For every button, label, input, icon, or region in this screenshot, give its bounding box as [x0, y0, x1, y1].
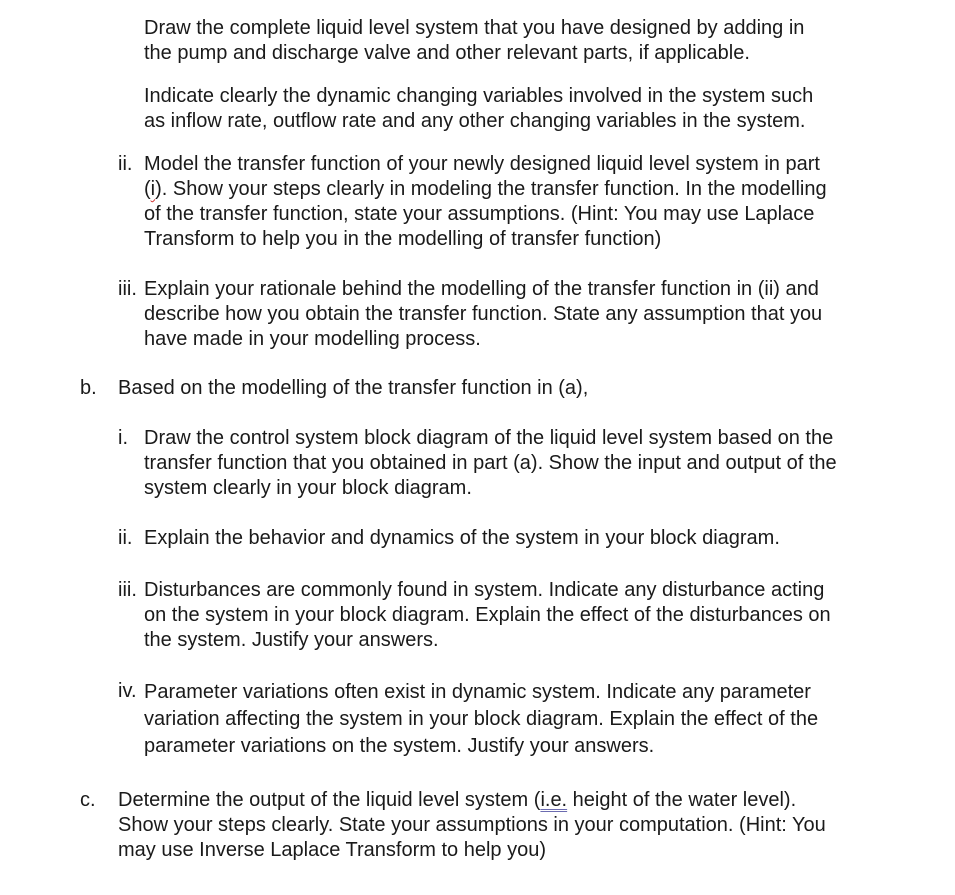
part-b-iv-line-3: parameter variations on the system. Justify your answers.	[144, 735, 655, 757]
part-b-heading	[118, 376, 588, 401]
part-a-iii-line-1: Explain your rationale behind the modelling of the transfer function in (ii) and	[144, 278, 819, 300]
part-a-ii-line-1: Model the transfer function of your newly designed liquid level system in part	[144, 153, 820, 175]
part-b-iii-line-1: Disturbances are commonly found in system. Indicate any disturbance acting	[144, 579, 825, 601]
part-b-iv-marker: iv.	[118, 680, 137, 702]
part-a-ii-text	[144, 152, 827, 252]
part-a-ii-line-3: of the transfer function, state your assumptions. (Hint: You may use Laplace	[144, 203, 815, 225]
part-b-i-line-2: transfer function that you obtained in part (a). Show the input and output of the	[144, 452, 837, 474]
part-b-heading-text: Based on the modelling of the transfer function in (a),	[118, 377, 589, 399]
part-a-iii-line-3: have made in your modelling process.	[144, 328, 481, 350]
part-b-iii-text	[144, 578, 831, 653]
part-b-i-marker: i.	[118, 427, 128, 449]
part-a-iii-text	[144, 277, 822, 352]
part-c-line-3: may use Inverse Laplace Transform to help you)	[118, 839, 546, 861]
part-a-ii-line-2-rest: ). Show your steps clearly in modeling the transfer function. In the modelling	[155, 178, 827, 200]
part-b-iii-marker: iii.	[118, 579, 137, 601]
part-b-iv-line-2: variation affecting the system in your block diagram. Explain the effect of the	[144, 708, 819, 730]
intro-paragraph-2	[144, 84, 813, 134]
part-c-text	[118, 788, 826, 863]
part-b-i-text	[144, 426, 837, 501]
intro-p1-line-1: Draw the complete liquid level system that you have designed by adding in	[144, 17, 805, 39]
part-b-ii-text	[144, 526, 780, 551]
part-b-iv-text	[144, 679, 818, 760]
part-b-ii-marker: ii.	[118, 527, 133, 549]
part-a-iii-marker: iii.	[118, 278, 137, 300]
part-b-iii-line-2: on the system in your block diagram. Explain the effect of the disturbances on	[144, 604, 831, 626]
part-b-iii-line-3: the system. Justify your answers.	[144, 629, 439, 651]
part-a-ii-line-2	[144, 177, 827, 202]
part-a-ii-paren-open: (	[144, 178, 151, 200]
part-c-line-1	[118, 788, 826, 813]
part-b-iv-line-1: Parameter variations often exist in dynamic system. Indicate any parameter	[144, 681, 811, 703]
part-b-i-line-1: Draw the control system block diagram of the liquid level system based on the	[144, 427, 834, 449]
part-c-line-1-rest: height of the water level).	[567, 789, 797, 811]
part-a-ii-line-4: Transform to help you in the modelling of transfer function)	[144, 228, 662, 250]
spellcheck-mark: i	[150, 178, 156, 200]
intro-p2-line-1: Indicate clearly the dynamic changing variables involved in the system such	[144, 85, 814, 107]
part-b-ii-line-1: Explain the behavior and dynamics of the system in your block diagram.	[144, 527, 780, 549]
part-b-i-line-3: system clearly in your block diagram.	[144, 477, 472, 499]
part-c-line-1-start: Determine the output of the liquid level system (	[118, 789, 541, 811]
grammar-mark: i.e.	[540, 789, 568, 811]
part-a-iii-line-2: describe how you obtain the transfer function. State any assumption that you	[144, 303, 823, 325]
intro-paragraph-1	[144, 16, 804, 66]
intro-p1-line-2: the pump and discharge valve and other relevant parts, if applicable.	[144, 42, 750, 64]
intro-p2-line-2: as inflow rate, outflow rate and any other changing variables in the system.	[144, 110, 806, 132]
part-a-ii-marker: ii.	[118, 153, 133, 175]
part-c-line-2: Show your steps clearly. State your assumptions in your computation. (Hint: You	[118, 814, 826, 836]
part-c-marker: c.	[80, 789, 96, 811]
part-b-marker: b.	[80, 377, 97, 399]
